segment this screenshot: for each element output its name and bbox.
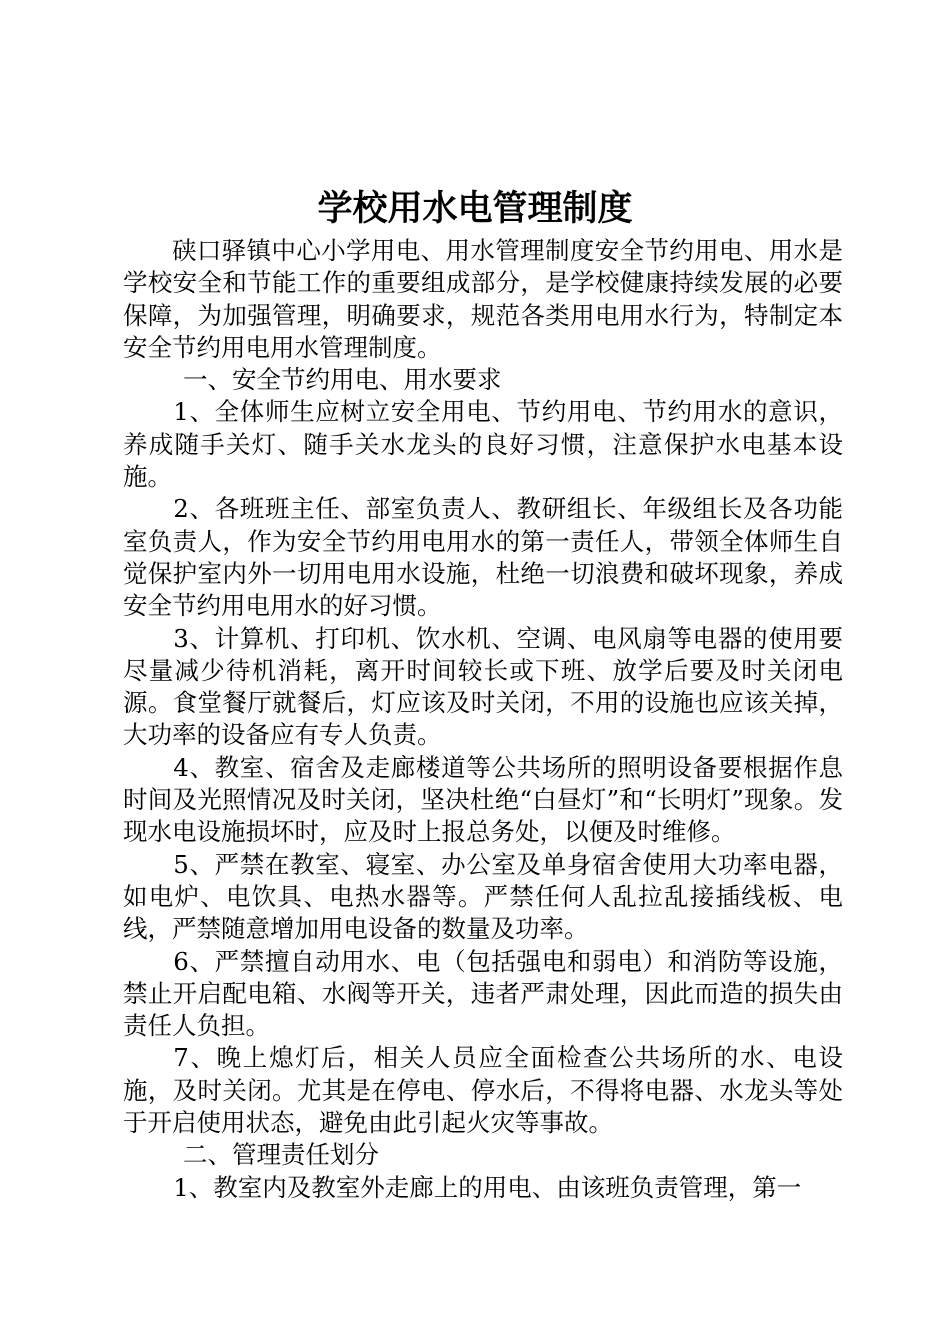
- section-1-item-7: 7、晚上熄灯后，相关人员应全面检查公共场所的水、电设施，及时关闭。尤其是在停电、停水后，不得将电器、水龙头等处于开启使用状态，避免由此引起火灾等事故。: [123, 1043, 843, 1138]
- document-title: 学校用水电管理制度: [317, 189, 633, 229]
- section-heading-1: 一、安全节约用电、用水要求: [183, 365, 502, 395]
- section-1-item-3: 3、计算机、打印机、饮水机、空调、电风扇等电器的使用要尽量减少待机消耗，离开时间较长或下班、放学后要及时关闭电源。食堂餐厅就餐后，灯应该及时关闭，不用的设施也应该关掉，大功率的设备应有专人负责。: [123, 623, 843, 750]
- section-2-item-1: 1、教室内及教室外走廊上的用电、由该班负责管理，第一: [173, 1172, 802, 1202]
- section-1-item-2: 2、各班班主任、部室负责人、教研组长、年级组长及各功能室负责人，作为安全节约用电用水的第一责任人，带领全体师生自觉保护室内外一切用电用水设施，杜绝一切浪费和破坏现象，养成安全节约用电用水的好习惯。: [123, 494, 843, 621]
- section-1-item-5: 5、严禁在教室、寝室、办公室及单身宿舍使用大功率电器，如电炉、电饮具、电热水器等。严禁任何人乱拉乱接插线板、电线，严禁随意增加用电设备的数量及功率。: [123, 849, 843, 944]
- section-1-item-1: 1、全体师生应树立安全用电、节约用电、节约用水的意识，养成随手关灯、随手关水龙头的良好习惯，注意保护水电基本设施。: [123, 397, 843, 492]
- section-1-item-4: 4、教室、宿舍及走廊楼道等公共场所的照明设备要根据作息时间及光照情况及时关闭，坚决杜绝“白昼灯”和“长明灯”现象。发现水电设施损坏时，应及时上报总务处，以便及时维修。: [123, 752, 843, 847]
- section-1-item-6: 6、严禁擅自动用水、电（包括强电和弱电）和消防等设施，禁止开启配电箱、水阀等开关，违者严肃处理，因此而造的损失由责任人负担。: [123, 946, 843, 1041]
- intro-paragraph: 硖口驿镇中心小学用电、用水管理制度安全节约用电、用水是学校安全和节能工作的重要组成部分，是学校健康持续发展的必要保障，为加强管理，明确要求，规范各类用电用水行为，特制定本安全节约用电用水管理制度。: [123, 236, 843, 362]
- document-body: [123, 235, 843, 1204]
- section-heading-2: 二、管理责任划分: [183, 1140, 380, 1170]
